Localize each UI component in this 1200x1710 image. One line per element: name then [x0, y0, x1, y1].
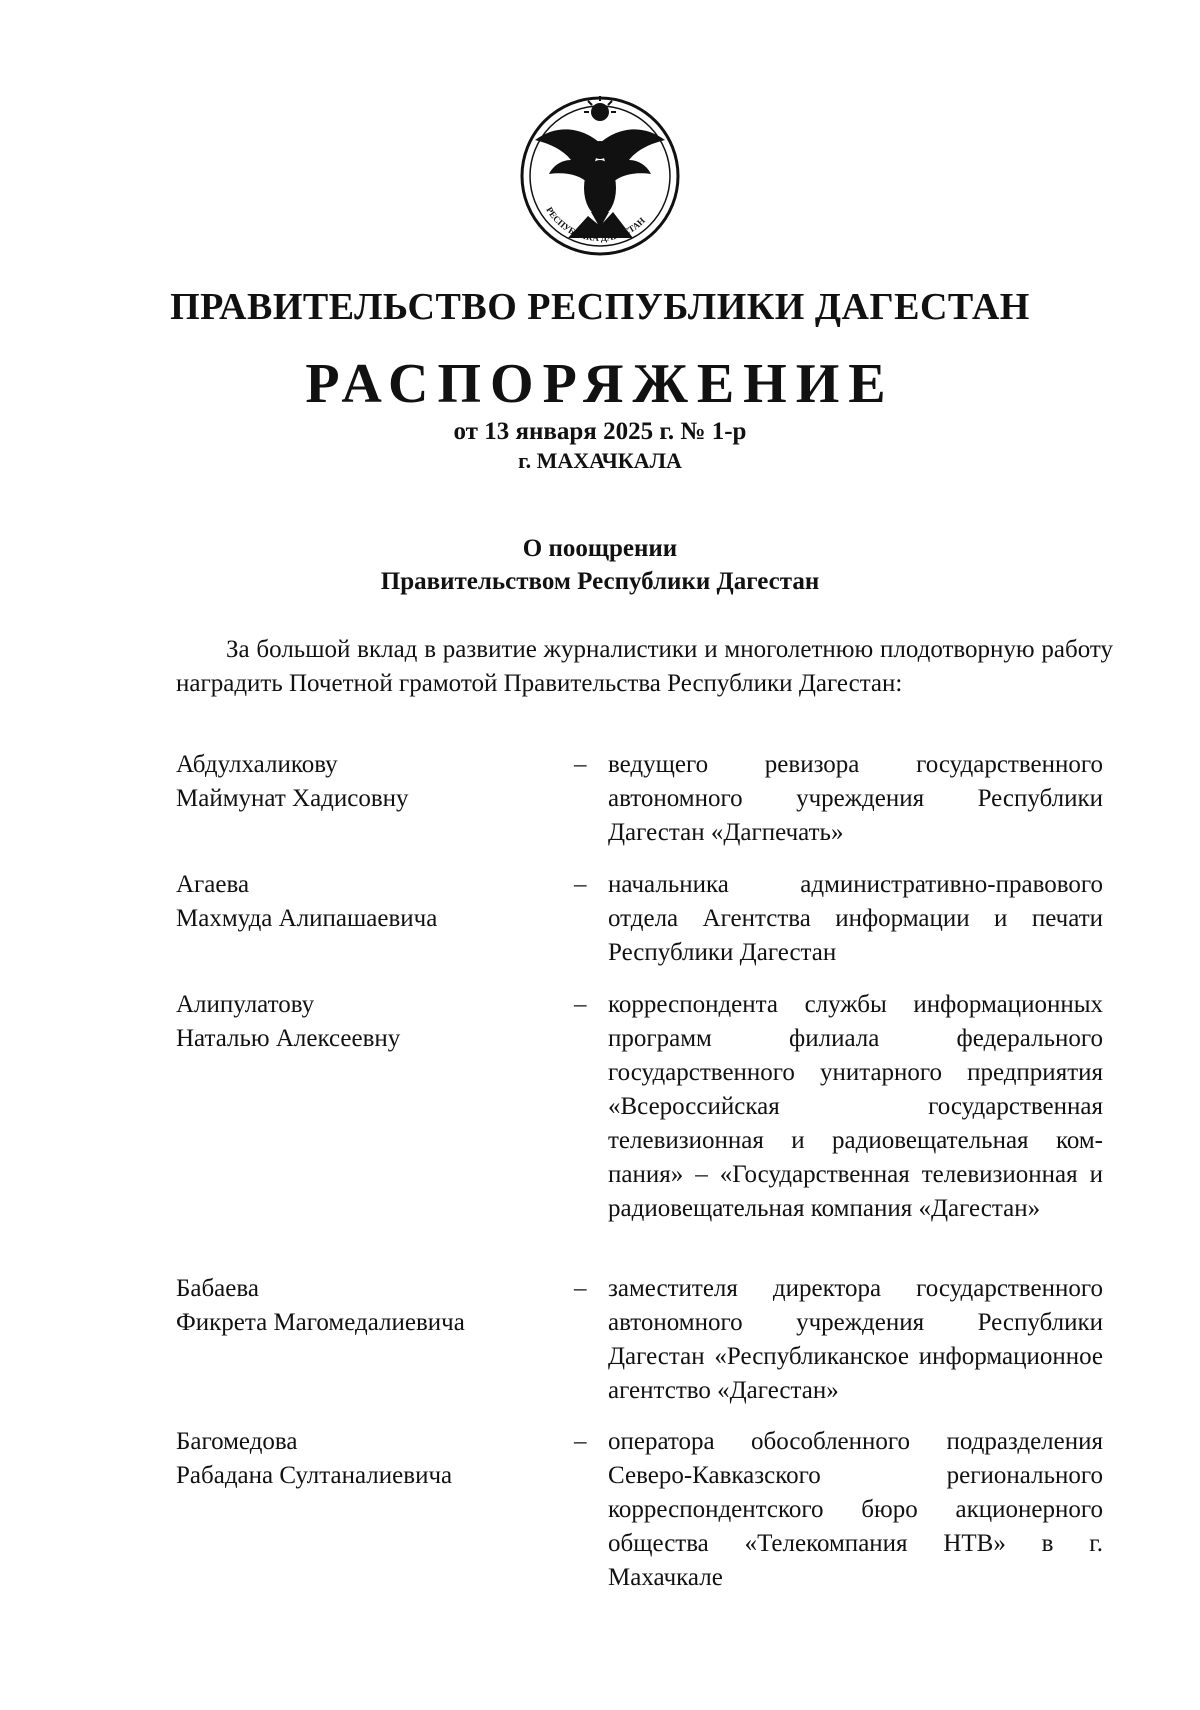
document-date-number: от 13 января 2025 г. № 1-р [453, 418, 747, 445]
subject-line-2: Правительством Республики Дагестан [380, 568, 820, 595]
awardee-name: Багомедова Рабадана Султаналиевича [176, 1428, 453, 1489]
dash: – [574, 991, 587, 1018]
awardee-position: заместителя директора государственного автономного учреждения Республики Дагестан «Республиканское информационное агентство «Дагестан» [608, 1275, 1103, 1404]
awardee-name: Алипулатову Наталью Алексеевну [176, 991, 401, 1052]
dash: – [574, 1275, 587, 1302]
government-title: ПРАВИТЕЛЬСТВО РЕСПУБЛИКИ ДАГЕСТАН [170, 286, 1030, 328]
awardee-name: Агаева Махмуда Алипашаевича [176, 871, 438, 932]
document-city: г. МАХАЧКАЛА [518, 448, 682, 473]
dash: – [574, 871, 587, 898]
awardee-position: оператора обособленного подразделения Северо-Кавказского регионального корреспондентского бюро акционерного общества «Телекомпания НТВ» в г. Махачкале [608, 1428, 1103, 1591]
awardee-position: корреспондента службы информационных программ филиала федерального государственного унитарного предприятия «Всероссийская государственная телевизионная и радиовещательная компания» – «Государственная телевизионная и радиовещательная компания «Дагестан» [608, 991, 1103, 1222]
subject-line-1: О поощрении [522, 535, 678, 562]
awardee-position: ведущего ревизора государственного автономного учреждения Республики Дагестан «Дагпечать» [608, 751, 1103, 846]
coat-of-arms-emblem [513, 88, 688, 263]
document-type: РАСПОРЯЖЕНИЕ [305, 353, 895, 415]
awardee-name: Бабаева Фикрета Магомедалиевича [176, 1275, 465, 1336]
svg-text:РЕСПУБЛИКА ДАГЕСТАН: РЕСПУБЛИКА ДАГЕСТАН [544, 205, 647, 244]
awardee-position: начальника административно-правового отдела Агентства информации и печати Республики Дагестан [608, 871, 1103, 966]
dash: – [574, 1428, 587, 1455]
intro-paragraph: За большой вклад в развитие журналистики и многолетнюю плодотворную работу наградить Почетной грамотой Правительства Республики Дагестан: [176, 636, 1113, 697]
awardee-name: Абдулхаликову Маймунат Хадисовну [176, 751, 409, 812]
dash: – [574, 751, 587, 778]
